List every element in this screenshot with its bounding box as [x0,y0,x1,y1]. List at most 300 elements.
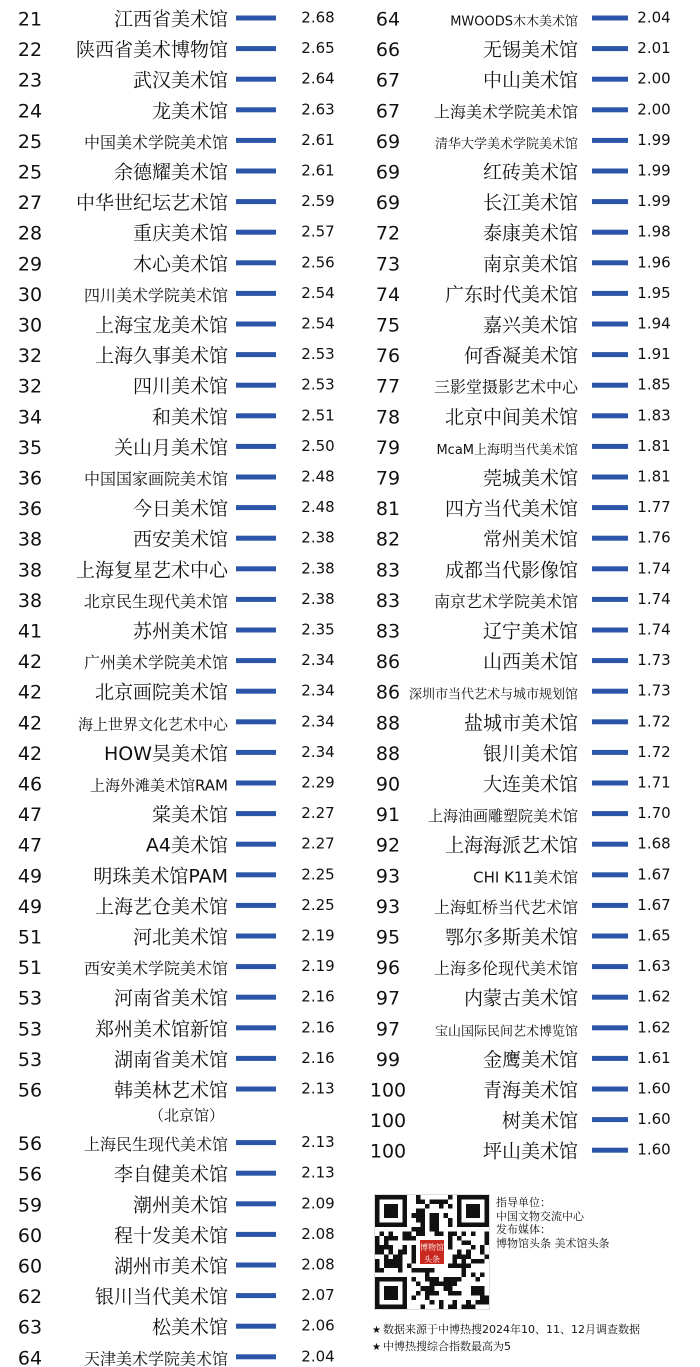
museum-name: 南京艺术学院美术馆 [433,591,578,611]
score-value: 1.71 [637,773,671,792]
rank-label: 83 [375,589,401,612]
museum-name: 江西省美术馆 [113,8,228,31]
ranking-row [18,865,335,887]
score-bar [236,322,276,327]
museum-name: 陕西省美术博物馆 [75,39,228,62]
score-bar [236,1354,276,1359]
score-bar [592,995,628,1000]
score-bar [236,811,276,816]
museum-name: 何香凝美术馆 [463,345,578,368]
ranking-row [376,70,671,92]
rank-label: 78 [375,406,401,429]
score-bar [592,934,628,939]
ranking-row [376,988,671,1010]
score-bar [236,46,276,51]
score-bar [236,505,276,510]
rank-label: 99 [375,1048,401,1071]
score-value: 2.38 [301,528,335,547]
ranking-row [18,1049,335,1071]
rank-label: 63 [17,1316,43,1339]
score-bar [592,138,628,143]
museum-name: 西安美术馆 [132,528,228,551]
ranking-row [376,590,671,612]
score-bar [236,413,276,418]
qr-logo: 博物馆头条 [418,1238,446,1266]
museum-name: 中华世纪坛艺术馆 [75,192,228,215]
museum-name: 南京美术馆 [482,253,578,276]
museum-name: 泰康美术馆 [482,222,578,245]
ranking-row [18,1225,335,1247]
ranking-row [18,162,335,184]
score-value: 1.74 [637,559,671,578]
rank-label: 53 [17,1048,43,1071]
museum-name: 上海宝龙美术馆 [94,314,228,337]
score-bar [592,383,628,388]
score-value: 1.94 [637,314,671,333]
score-bar [236,995,276,1000]
ranking-row [18,284,335,306]
museum-name: 银川当代美术馆 [94,1286,228,1309]
ranking-row [18,498,335,520]
ranking-row [376,743,671,765]
score-bar [236,842,276,847]
score-bar [236,230,276,235]
rank-label: 64 [375,8,401,31]
rank-label: 69 [375,161,401,184]
rank-label: 60 [17,1255,43,1278]
score-value: 1.72 [637,712,671,731]
score-bar [592,413,628,418]
ranking-row [18,345,335,367]
museum-name: 北京画院美术馆 [94,681,228,704]
score-bar [592,1056,628,1061]
ranking-row [18,774,335,796]
ranking-row [18,1286,335,1308]
rank-label: 97 [375,1018,401,1041]
museum-name: 长江美术馆 [482,192,578,215]
score-bar [592,1117,628,1122]
rank-label: 96 [375,957,401,980]
museum-name: 辽宁美术馆 [482,620,578,643]
score-value: 2.53 [301,345,335,364]
score-value: 2.09 [301,1194,335,1213]
score-bar [592,689,628,694]
museum-name: 河北美术馆 [132,926,228,949]
rank-label: 47 [17,834,43,857]
score-bar [236,597,276,602]
score-value: 1.73 [637,651,671,670]
museum-name: 大连美术馆 [482,773,578,796]
rank-label: 41 [17,620,43,643]
museum-name: 上海美术学院美术馆 [433,102,578,122]
footnote [372,1339,698,1356]
score-value: 2.01 [637,39,671,58]
score-value: 2.27 [301,834,335,853]
museum-name: 上海久事美术馆 [94,345,228,368]
rank-label: 88 [375,712,401,735]
ranking-row [18,988,335,1010]
star-icon: ★ [372,1325,381,1336]
score-bar [592,352,628,357]
museum-name: 苏州美术馆 [132,620,228,643]
museum-name: 北京中间美术馆 [444,406,578,429]
score-value: 2.48 [301,467,335,486]
score-bar [236,444,276,449]
rank-label: 34 [17,406,43,429]
ranking-row [376,223,671,245]
score-bar [592,505,628,510]
ranking-row [376,621,671,643]
score-value: 1.70 [637,804,671,823]
ranking-row [18,835,335,857]
score-value: 1.65 [637,926,671,945]
score-value: 2.06 [301,1316,335,1335]
ranking-row [18,743,335,765]
score-bar [592,658,628,663]
score-bar [592,199,628,204]
rank-label: 47 [17,804,43,827]
rank-label: 23 [17,69,43,92]
rank-label: 100 [369,1079,407,1102]
museum-name: 嘉兴美术馆 [482,314,578,337]
ranking-row [376,162,671,184]
footnote-text: 中博热搜综合指数最高为5 [382,1340,511,1353]
museum-name: 莞城美术馆 [482,467,578,490]
museum-name: 深圳市当代艺术与城市规划馆 [408,687,578,703]
rank-label: 42 [17,712,43,735]
score-bar [592,291,628,296]
ranking-row [376,651,671,673]
rank-label: 49 [17,865,43,888]
rank-label: 74 [375,283,401,306]
rank-label: 21 [17,8,43,31]
rank-label: 83 [375,620,401,643]
score-bar [592,260,628,265]
rank-label: 86 [375,681,401,704]
score-bar [236,1232,276,1237]
ranking-row [376,529,671,551]
rank-label: 53 [17,1018,43,1041]
museum-name: 银川美术馆 [482,742,578,765]
rank-label: 95 [375,926,401,949]
rank-label: 27 [17,192,43,215]
rank-label: 92 [375,834,401,857]
rank-label: 82 [375,528,401,551]
score-bar [592,77,628,82]
ranking-row [18,529,335,551]
score-value: 2.13 [301,1079,335,1098]
footnotes [372,1322,698,1356]
score-bar [236,107,276,112]
score-bar [236,1140,276,1145]
score-bar [592,475,628,480]
score-bar [236,903,276,908]
ranking-row [18,927,335,949]
score-bar [592,811,628,816]
score-value: 2.08 [301,1224,335,1243]
score-bar [236,291,276,296]
museum-name: 四方当代美术馆 [444,498,578,521]
museum-name: 上海海派艺术馆 [444,834,578,857]
score-value: 1.62 [637,987,671,1006]
ranking-row [18,712,335,734]
museum-name: 棠美术馆 [151,804,228,827]
museum-name: 潮州美术馆 [132,1194,228,1217]
ranking-row [18,1080,335,1125]
score-bar [236,1025,276,1030]
score-bar [592,1087,628,1092]
museum-name: 和美术馆 [151,406,228,429]
score-bar [236,719,276,724]
museum-name: 无锡美术馆 [482,39,578,62]
score-value: 2.25 [301,865,335,884]
rank-label: 100 [369,1110,407,1133]
museum-name: 余德耀美术馆 [113,161,228,184]
score-value: 1.67 [637,865,671,884]
sponsor-line: 发布媒体： [496,1223,551,1236]
score-bar [592,1148,628,1153]
ranking-row [18,559,335,581]
star-icon: ★ [372,1342,381,1353]
score-value: 2.29 [301,773,335,792]
rank-label: 72 [375,222,401,245]
ranking-row [18,70,335,92]
museum-name: 天津美术学院美术馆 [83,1349,228,1367]
museum-name: 三影堂摄影艺术中心 [433,377,578,397]
score-bar [236,169,276,174]
ranking-row [376,131,671,153]
ranking-row [370,1141,671,1163]
score-value: 1.72 [637,742,671,761]
museum-name: 上海复星艺术中心 [75,559,228,582]
score-bar [236,750,276,755]
score-value: 2.61 [301,130,335,149]
rank-label: 29 [17,253,43,276]
museum-name: 上海多伦现代美术馆 [433,959,578,979]
ranking-row [18,39,335,61]
qr-code [374,1194,490,1310]
ranking-row [376,39,671,61]
score-value: 2.13 [301,1163,335,1182]
rank-label: 79 [375,467,401,490]
ranking-row [376,957,671,979]
score-value: 1.77 [637,498,671,517]
museum-name: 盐城市美术馆 [463,712,578,735]
museum-name: 程十发美术馆 [113,1224,228,1247]
rank-label: 30 [17,314,43,337]
rank-label: 81 [375,498,401,521]
rank-label: 56 [17,1163,43,1186]
ranking-row [376,682,671,704]
rank-label: 25 [17,130,43,153]
ranking-row [18,651,335,673]
score-bar [236,352,276,357]
ranking-row [376,498,671,520]
sponsor-info [496,1196,696,1250]
museum-name: 武汉美术馆 [132,69,228,92]
ranking-row [376,1018,671,1040]
ranking-row [18,1164,335,1186]
ranking-row [376,774,671,796]
rank-label: 77 [375,375,401,398]
score-value: 2.16 [301,1018,335,1037]
score-value: 1.62 [637,1018,671,1037]
rank-label: 42 [17,681,43,704]
ranking-row [376,100,671,122]
score-bar [236,964,276,969]
score-value: 1.85 [637,375,671,394]
score-bar [236,1056,276,1061]
score-value: 2.38 [301,559,335,578]
rank-label: 42 [17,742,43,765]
score-bar [236,1087,276,1092]
rank-label: 51 [17,957,43,980]
score-value: 2.16 [301,987,335,1006]
rank-label: 36 [17,498,43,521]
ranking-row [370,1080,671,1102]
score-bar [236,536,276,541]
score-bar [592,750,628,755]
score-value: 2.57 [301,222,335,241]
score-bar [236,1293,276,1298]
score-value: 1.74 [637,589,671,608]
museum-name: 上海油画雕塑院美术馆 [427,807,578,826]
score-value: 2.61 [301,161,335,180]
rank-label: 36 [17,467,43,490]
museum-name-sub: （北京馆） [148,1106,224,1125]
score-bar [592,842,628,847]
rank-label: 32 [17,345,43,368]
ranking-row [18,590,335,612]
score-value: 2.53 [301,375,335,394]
ranking-row [376,284,671,306]
score-value: 1.63 [637,957,671,976]
score-bar [236,872,276,877]
rank-label: 53 [17,987,43,1010]
ranking-row [18,1018,335,1040]
ranking-row [376,1049,671,1071]
score-value: 2.19 [301,926,335,945]
score-value: 2.13 [301,1133,335,1152]
rank-label: 51 [17,926,43,949]
ranking-row [376,896,671,918]
score-bar [592,169,628,174]
score-value: 1.81 [637,467,671,486]
score-value: 2.27 [301,804,335,823]
score-value: 1.74 [637,620,671,639]
score-bar [236,383,276,388]
rank-label: 24 [17,100,43,123]
rank-label: 38 [17,528,43,551]
museum-name: A4美术馆 [145,834,228,857]
museum-name: 中山美术馆 [482,69,578,92]
rank-label: 60 [17,1224,43,1247]
rank-label: 59 [17,1194,43,1217]
ranking-row [18,1317,335,1339]
museum-name: 上海民生现代美术馆 [83,1135,228,1155]
score-bar [236,1201,276,1206]
rank-label: 79 [375,436,401,459]
rank-label: 93 [375,865,401,888]
score-bar [236,781,276,786]
museum-name: 李自健美术馆 [113,1163,228,1186]
score-bar [592,46,628,51]
museum-name: 山西美术馆 [482,651,578,674]
score-value: 1.61 [637,1048,671,1067]
score-value: 1.95 [637,283,671,302]
ranking-row [376,315,671,337]
rank-label: 75 [375,314,401,337]
score-value: 1.91 [637,345,671,364]
ranking-row [18,682,335,704]
score-value: 1.96 [637,253,671,272]
museum-name: 四川美术馆 [132,375,228,398]
score-value: 2.64 [301,69,335,88]
ranking-row [376,804,671,826]
score-bar [592,444,628,449]
ranking-row [376,468,671,490]
ranking-row [376,865,671,887]
museum-name: MWOODS木木美术馆 [450,14,578,30]
rank-label: 42 [17,651,43,674]
rank-label: 28 [17,222,43,245]
score-value: 2.48 [301,498,335,517]
ranking-row [18,406,335,428]
rank-label: 35 [17,436,43,459]
score-bar [236,260,276,265]
museum-name: 今日美术馆 [132,498,228,521]
ranking-row [18,621,335,643]
museum-name: 海上世界文化艺术中心 [77,715,228,734]
score-bar [236,199,276,204]
rank-label: 69 [375,130,401,153]
rank-label: 73 [375,253,401,276]
museum-name: 郑州美术馆新馆 [94,1018,228,1041]
museum-name: CHI K11美术馆 [473,868,578,887]
museum-name: 河南省美术馆 [113,987,228,1010]
museum-name: McaM上海明当代美术馆 [436,442,578,458]
score-bar [592,16,628,21]
score-value: 1.83 [637,406,671,425]
rank-label: 67 [375,69,401,92]
score-value: 1.73 [637,681,671,700]
sponsor-line: 指导单位： [496,1196,551,1209]
score-value: 2.00 [637,100,671,119]
ranking-row [376,376,671,398]
ranking-row [376,9,671,31]
museum-name: 树美术馆 [501,1110,578,1133]
rank-label: 56 [17,1133,43,1156]
score-value: 1.99 [637,192,671,211]
rank-label: 97 [375,987,401,1010]
score-value: 1.60 [637,1110,671,1129]
ranking-row [18,1347,335,1367]
score-value: 2.38 [301,589,335,608]
rank-label: 38 [17,559,43,582]
score-value: 1.67 [637,895,671,914]
score-value: 2.25 [301,895,335,914]
score-bar [236,658,276,663]
ranking-row [18,315,335,337]
score-bar [592,566,628,571]
score-value: 2.54 [301,283,335,302]
museum-name: 金鹰美术馆 [482,1048,578,1071]
score-bar [592,536,628,541]
score-value: 2.34 [301,681,335,700]
museum-name: 鄂尔多斯美术馆 [444,926,578,949]
ranking-row [18,1194,335,1216]
ranking-row [376,927,671,949]
